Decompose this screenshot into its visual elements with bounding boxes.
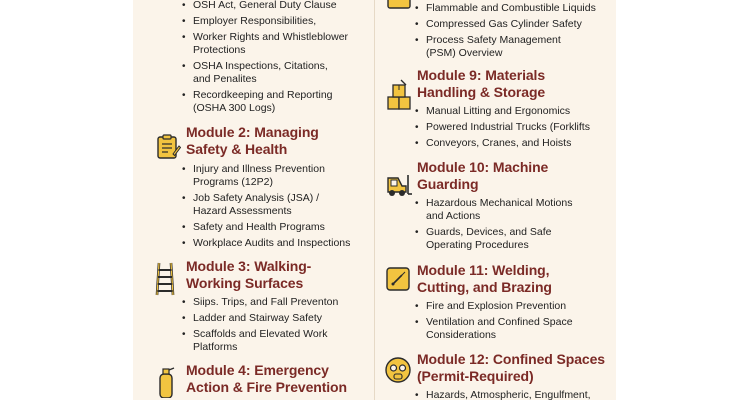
list-item xyxy=(415,105,645,118)
ladder-icon xyxy=(154,262,176,296)
list-item xyxy=(182,192,392,218)
list-item xyxy=(182,296,392,309)
list-item-text: Injury and Illness Prevention xyxy=(193,163,325,175)
list-item xyxy=(182,15,392,28)
module11-title xyxy=(417,262,552,296)
list-item-text: Manual Litting and Ergonomics xyxy=(426,105,571,117)
bullet: • xyxy=(415,227,419,238)
list-item-text: Process Safety Management xyxy=(426,34,561,46)
module3-title-line2: Working Surfaces xyxy=(186,275,304,291)
welding-icon xyxy=(385,266,411,292)
respirator-icon xyxy=(384,355,412,385)
bullet: • xyxy=(415,317,419,328)
bullet: • xyxy=(182,0,186,11)
module10-title xyxy=(417,159,548,193)
list-item-text: Conveyors, Cranes, and Hoists xyxy=(426,137,572,149)
bullet: • xyxy=(182,193,186,204)
module2-items xyxy=(182,163,392,253)
list-item-text: Job Safety Analysis (JSA) / xyxy=(193,192,320,204)
list-item xyxy=(182,221,392,234)
bullet: • xyxy=(415,301,419,312)
list-item-text-line2: Protections xyxy=(193,44,246,56)
list-item-text: Siips. Trips, and Fall Preventon xyxy=(193,296,339,308)
list-item xyxy=(182,312,392,325)
module9-items xyxy=(415,105,645,153)
module8-items xyxy=(415,2,645,63)
module12-title xyxy=(417,351,605,385)
list-item-text-line2: Hazard Assessments xyxy=(193,205,292,217)
list-item-text-line2: (OSHA 300 Logs) xyxy=(193,102,276,114)
list-item xyxy=(182,60,392,86)
bullet: • xyxy=(415,106,419,117)
module11-title-line2: Cutting, and Brazing xyxy=(417,279,552,295)
bullet: • xyxy=(182,61,186,72)
bullet: • xyxy=(182,313,186,324)
list-item xyxy=(415,197,645,223)
list-item xyxy=(415,226,645,252)
list-item-text: Worker Rights and Whistleblower xyxy=(193,31,349,43)
module12-title-line1: Module 12: Confined Spaces xyxy=(417,351,605,367)
bullet: • xyxy=(415,35,419,46)
bullet: • xyxy=(415,122,419,133)
list-item-text: Ladder and Stairway Safety xyxy=(193,312,322,324)
bullet: • xyxy=(415,390,419,401)
list-item-text: Employer Responsibilities, xyxy=(193,15,317,27)
bullet: • xyxy=(415,198,419,209)
list-item xyxy=(182,89,392,115)
list-item xyxy=(182,163,392,189)
bullet: • xyxy=(182,238,186,249)
bullet: • xyxy=(182,222,186,233)
list-item-text: Guards, Devices, and Safe xyxy=(426,226,552,238)
module1-items xyxy=(182,0,392,118)
list-item-text: Hazardous Mechanical Motions xyxy=(426,197,573,209)
module3-title-line1: Module 3: Walking- xyxy=(186,258,312,274)
module3-title xyxy=(186,258,311,292)
list-item-text-line2: and Actions xyxy=(426,210,481,222)
module9-title xyxy=(417,67,545,101)
list-item-text: Scaffolds and Elevated Work xyxy=(193,328,328,340)
list-item xyxy=(415,18,645,31)
list-item-text: Workplace Audits and Inspections xyxy=(193,237,351,249)
list-item-text: Compressed Gas Cylinder Safety xyxy=(426,18,582,30)
module9-title-line2: Handling & Storage xyxy=(417,84,546,100)
list-item xyxy=(182,0,392,12)
list-item-text-line2: Operating Procedures xyxy=(426,239,529,251)
bullet: • xyxy=(182,32,186,43)
list-item-text: Ventilation and Confined Space xyxy=(426,316,573,328)
module2-title xyxy=(186,124,319,158)
module10-title-line2: Guarding xyxy=(417,176,479,192)
list-item-text: Powered Industrial Trucks (Forklifts xyxy=(426,121,590,133)
list-item xyxy=(415,137,645,150)
bullet: • xyxy=(182,329,186,340)
list-item xyxy=(415,300,645,313)
list-item-text: Safety and Health Programs xyxy=(193,221,325,233)
module12-items xyxy=(415,389,645,405)
clipboard-icon xyxy=(155,134,181,160)
module2-title-line1: Module 2: Managing xyxy=(186,124,319,140)
list-item-text-line2: Considerations xyxy=(426,329,497,341)
list-item-text-line2: Platforms xyxy=(193,341,238,353)
module4-title-line1: Module 4: Emergency xyxy=(186,362,329,378)
module12-title-line2: (Permit-Required) xyxy=(417,368,534,384)
list-item-text: Recordkeeping and Reporting xyxy=(193,89,333,101)
list-item-text: OSH Act, General Duty Clause xyxy=(193,0,337,11)
list-item-text: Hazards, Atmospheric, Engulfment, xyxy=(426,389,591,401)
bullet: • xyxy=(415,19,419,30)
flammable-icon xyxy=(386,0,412,10)
list-item xyxy=(415,2,645,15)
list-item-text-line2: Programs (12P2) xyxy=(193,176,273,188)
list-item xyxy=(415,34,645,60)
bullet: • xyxy=(182,164,186,175)
list-item-text: Fire and Explosion Prevention xyxy=(426,300,567,312)
bullet: • xyxy=(415,138,419,149)
module2-title-line2: Safety & Health xyxy=(186,141,288,157)
bullet: • xyxy=(182,16,186,27)
module4-title-line2: Action & Fire Prevention xyxy=(186,379,347,395)
list-item xyxy=(415,316,645,342)
module11-title-line1: Module 11: Welding, xyxy=(417,262,550,278)
module10-title-line1: Module 10: Machine xyxy=(417,159,549,175)
list-item xyxy=(182,328,392,354)
module9-title-line1: Module 9: Materials xyxy=(417,67,546,83)
list-item xyxy=(182,31,392,57)
module4-title xyxy=(186,362,347,396)
list-item xyxy=(182,237,392,250)
list-item-text-line2: (PSM) Overview xyxy=(426,47,503,59)
module3-items xyxy=(182,296,392,357)
bullet: • xyxy=(182,90,186,101)
list-item xyxy=(415,389,645,402)
bullet: • xyxy=(182,297,186,308)
module10-items xyxy=(415,197,645,255)
list-item-text-line2: and Penalites xyxy=(193,73,257,85)
list-item-text: OSHA Inspections, Citations, xyxy=(193,60,328,72)
bullet: • xyxy=(415,3,419,14)
forklift-icon xyxy=(384,172,412,198)
fire-extinguisher-icon xyxy=(156,366,176,398)
list-item xyxy=(415,121,645,134)
module11-items xyxy=(415,300,645,345)
list-item-text: Flammable and Combustible Liquids xyxy=(426,2,596,14)
boxes-icon xyxy=(386,77,412,111)
